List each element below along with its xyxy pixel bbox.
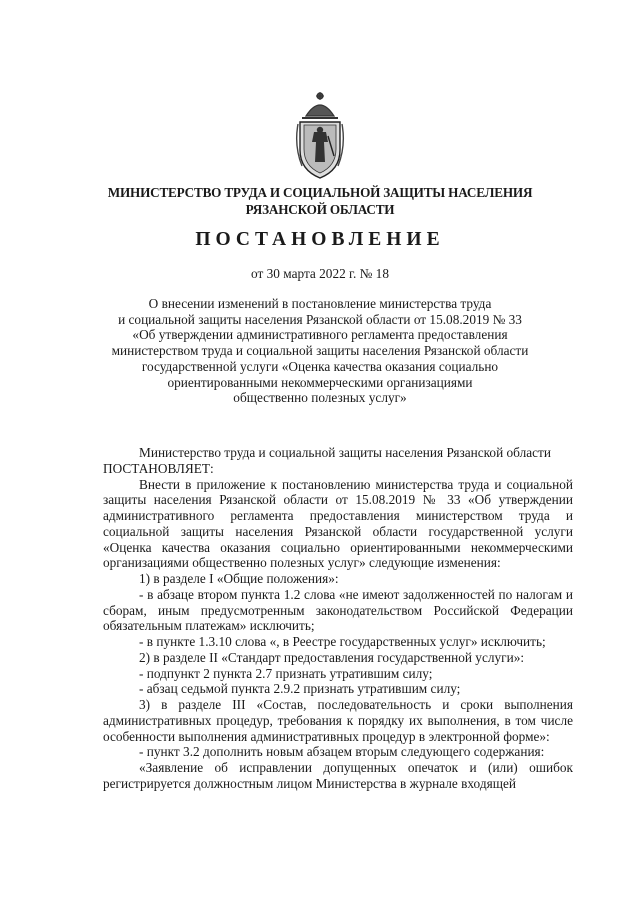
body-paragraph: «Заявление об исправлении допущенных опечаток и (или) ошибок регистрируется должностным лицом Министерства в журнале входящей xyxy=(103,760,573,791)
subject-line: министерством труда и социальной защиты населения Рязанской области xyxy=(111,343,529,359)
subject-line: государственной услуги «Оценка качества оказания социально xyxy=(141,358,499,374)
body-paragraph: - в пункте 1.3.10 слова «, в Реестре государственных услуг» исключить; xyxy=(139,634,546,649)
document-date: от 30 марта 2022 г. № 18 xyxy=(251,266,389,281)
subject-line: «Об утверждении административного регламента предоставления xyxy=(132,327,508,343)
coat-of-arms-icon xyxy=(292,90,348,182)
body-paragraph: 3) в разделе III «Состав, последовательность и сроки выполнения административных процедур, требования к порядку их выполнения, в том числе особенности выполнения административных процедур в электронной форме»: xyxy=(103,697,573,744)
ministry-name-line-1: МИНИСТЕРСТВО ТРУДА И СОЦИАЛЬНОЙ ЗАЩИТЫ НАСЕЛЕНИЯ xyxy=(107,185,533,200)
body-paragraph: Министерство труда и социальной защиты населения Рязанской области xyxy=(139,445,551,460)
subject-line: О внесении изменений в постановление министерства труда xyxy=(148,296,492,311)
ministry-name-line-2: РЯЗАНСКОЙ ОБЛАСТИ xyxy=(245,202,395,217)
document-body xyxy=(103,445,573,792)
body-paragraph: 2) в разделе II «Стандарт предоставления государственной услуги»: xyxy=(139,649,525,665)
body-paragraph: ПОСТАНОВЛЯЕТ: xyxy=(103,460,214,476)
document-title: ПОСТАНОВЛЕНИЕ xyxy=(195,229,445,250)
body-paragraph: 1) в разделе I «Общие положения»: xyxy=(139,571,339,586)
body-paragraph: - абзац седьмой пункта 2.9.2 признать утратившим силу; xyxy=(139,681,461,697)
subject-line: общественно полезных услуг» xyxy=(233,390,407,406)
body-paragraph: - в абзаце втором пункта 1.2 слова «не имеют задолженностей по налогам и сборам, иным предусмотренным законодательством Российской Федерации обязательным платежам» исключить; xyxy=(103,586,573,634)
subject-line: и социальной защиты населения Рязанской области от 15.08.2019 № 33 xyxy=(118,311,522,327)
document-subject xyxy=(110,296,530,406)
body-paragraph: - пункт 3.2 дополнить новым абзацем вторым следующего содержания: xyxy=(139,744,545,760)
ryazan-coat-of-arms-icon xyxy=(292,90,348,182)
body-paragraph: Внести в приложение к постановлению министерства труда и социальной защиты населения Рязанской области от 15.08.2019 № 33 «Об утверждении административного регламента предоставления министерством труда и социальной защиты населения Рязанской области государственной услуги «Оценка качества оказания социально ориентированными некоммерческими организациями общественно полезных услуг» следующие изменения: xyxy=(103,476,573,571)
subject-line: ориентированными некоммерческими организациями xyxy=(167,374,473,390)
body-paragraph: - подпункт 2 пункта 2.7 признать утратившим силу; xyxy=(139,665,433,681)
